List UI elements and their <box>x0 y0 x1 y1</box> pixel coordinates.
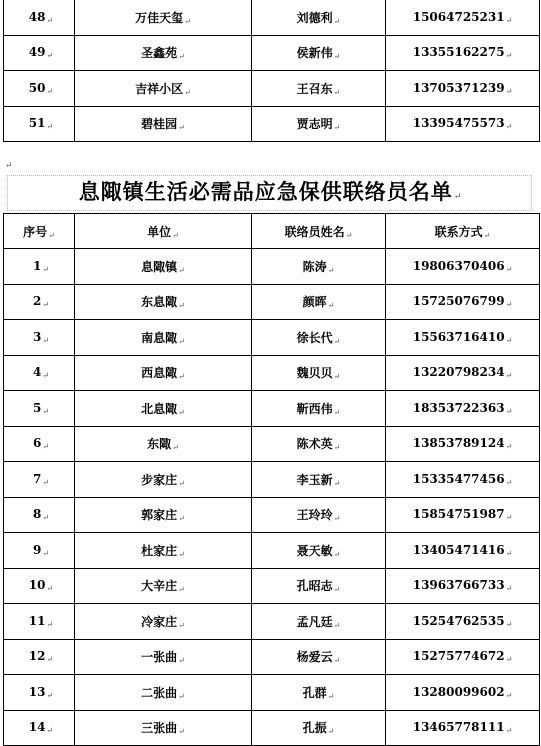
row-unit-cell: 北息陬↵ <box>75 391 252 427</box>
table-row <box>4 426 540 462</box>
table-row <box>4 355 540 391</box>
table-row <box>4 568 540 604</box>
row-contact-cell: 孔振↵ <box>252 710 386 746</box>
header-unit: 单位↵ <box>75 214 252 249</box>
table-row <box>4 533 540 569</box>
table-header-row <box>4 214 540 249</box>
table-row <box>4 675 540 711</box>
table-row <box>4 710 540 746</box>
row-index-cell: 49↵ <box>4 35 75 71</box>
row-unit-cell: 万佳天玺↵ <box>75 0 252 35</box>
row-index-cell: 13↵ <box>4 675 75 711</box>
row-phone-cell: 19806370406↵ <box>386 249 540 285</box>
row-phone-cell: 13405471416↵ <box>386 533 540 569</box>
row-index-cell: 5↵ <box>4 391 75 427</box>
row-contact-cell: 王召东↵ <box>252 71 386 107</box>
row-phone-cell: 15854751987↵ <box>386 497 540 533</box>
row-unit-cell: 南息陬↵ <box>75 320 252 356</box>
row-index-cell: 2↵ <box>4 284 75 320</box>
row-index-cell: 4↵ <box>4 355 75 391</box>
table-row <box>4 106 540 142</box>
row-index-cell: 51↵ <box>4 106 75 142</box>
row-phone-cell: 13465778111↵ <box>386 710 540 746</box>
row-contact-cell: 李玉新↵ <box>252 462 386 498</box>
row-phone-cell: 13280099602↵ <box>386 675 540 711</box>
row-phone-cell: 13220798234↵ <box>386 355 540 391</box>
row-contact-cell: 孔群↵ <box>252 675 386 711</box>
row-unit-cell: 西息陬↵ <box>75 355 252 391</box>
table-row <box>4 71 540 107</box>
row-contact-cell: 贾志明↵ <box>252 106 386 142</box>
row-index-cell: 9↵ <box>4 533 75 569</box>
row-phone-cell: 18353722363↵ <box>386 391 540 427</box>
row-index-cell: 10↵ <box>4 568 75 604</box>
table-row <box>4 249 540 285</box>
row-index-cell: 48↵ <box>4 0 75 35</box>
header-contact: 联络员姓名↵ <box>252 214 386 249</box>
table-row <box>4 462 540 498</box>
row-phone-cell: 15725076799↵ <box>386 284 540 320</box>
row-unit-cell: 东陬↵ <box>75 426 252 462</box>
row-unit-cell: 杜家庄↵ <box>75 533 252 569</box>
row-unit-cell: 碧桂园↵ <box>75 106 252 142</box>
table-row <box>4 639 540 675</box>
row-index-cell: 50↵ <box>4 71 75 107</box>
table-row <box>4 0 540 35</box>
row-contact-cell: 陈涛↵ <box>252 249 386 285</box>
row-contact-cell: 刘德利↵ <box>252 0 386 35</box>
paragraph-mark: ↵ <box>5 161 13 171</box>
row-index-cell: 8↵ <box>4 497 75 533</box>
row-index-cell: 6↵ <box>4 426 75 462</box>
row-phone-cell: 13705371239↵ <box>386 71 540 107</box>
table-row <box>4 320 540 356</box>
row-index-cell: 3↵ <box>4 320 75 356</box>
row-phone-cell: 15335477456↵ <box>386 462 540 498</box>
row-unit-cell: 吉祥小区↵ <box>75 71 252 107</box>
row-index-cell: 12↵ <box>4 639 75 675</box>
row-index-cell: 14↵ <box>4 710 75 746</box>
row-unit-cell: 二张曲↵ <box>75 675 252 711</box>
row-phone-cell: 15064725231↵ <box>386 0 540 35</box>
row-phone-cell: 13355162275↵ <box>386 35 540 71</box>
row-contact-cell: 王玲玲↵ <box>252 497 386 533</box>
row-contact-cell: 孟凡廷↵ <box>252 604 386 640</box>
row-unit-cell: 大辛庄↵ <box>75 568 252 604</box>
row-phone-cell: 13853789124↵ <box>386 426 540 462</box>
row-unit-cell: 冷家庄↵ <box>75 604 252 640</box>
row-unit-cell: 步家庄↵ <box>75 462 252 498</box>
contact-table <box>3 213 540 746</box>
table-row <box>4 391 540 427</box>
row-phone-cell: 13395475573↵ <box>386 106 540 142</box>
table-row <box>4 604 540 640</box>
header-phone: 联系方式↵ <box>386 214 540 249</box>
row-index-cell: 1↵ <box>4 249 75 285</box>
row-contact-cell: 杨爱云↵ <box>252 639 386 675</box>
row-unit-cell: 圣鑫苑↵ <box>75 35 252 71</box>
table-row <box>4 497 540 533</box>
row-contact-cell: 侯新伟↵ <box>252 35 386 71</box>
row-contact-cell: 陈术英↵ <box>252 426 386 462</box>
page-title: 息陬镇生活必需品应急保供联络员名单↵ <box>78 179 463 204</box>
row-phone-cell: 15563716410↵ <box>386 320 540 356</box>
row-contact-cell: 魏贝贝↵ <box>252 355 386 391</box>
row-contact-cell: 徐长代↵ <box>252 320 386 356</box>
row-phone-cell: 13963766733↵ <box>386 568 540 604</box>
row-index-cell: 11↵ <box>4 604 75 640</box>
row-unit-cell: 三张曲↵ <box>75 710 252 746</box>
header-index: 序号↵ <box>4 214 75 249</box>
row-phone-cell: 15275774672↵ <box>386 639 540 675</box>
row-unit-cell: 郭家庄↵ <box>75 497 252 533</box>
row-unit-cell: 息陬镇↵ <box>75 249 252 285</box>
row-contact-cell: 靳西伟↵ <box>252 391 386 427</box>
row-contact-cell: 孔昭志↵ <box>252 568 386 604</box>
row-index-cell: 7↵ <box>4 462 75 498</box>
table-row <box>4 35 540 71</box>
table-row <box>4 284 540 320</box>
row-phone-cell: 15254762535↵ <box>386 604 540 640</box>
row-contact-cell: 聂天敏↵ <box>252 533 386 569</box>
previous-contact-table <box>3 0 540 142</box>
row-unit-cell: 东息陬↵ <box>75 284 252 320</box>
row-unit-cell: 一张曲↵ <box>75 639 252 675</box>
row-contact-cell: 颜晖↵ <box>252 284 386 320</box>
